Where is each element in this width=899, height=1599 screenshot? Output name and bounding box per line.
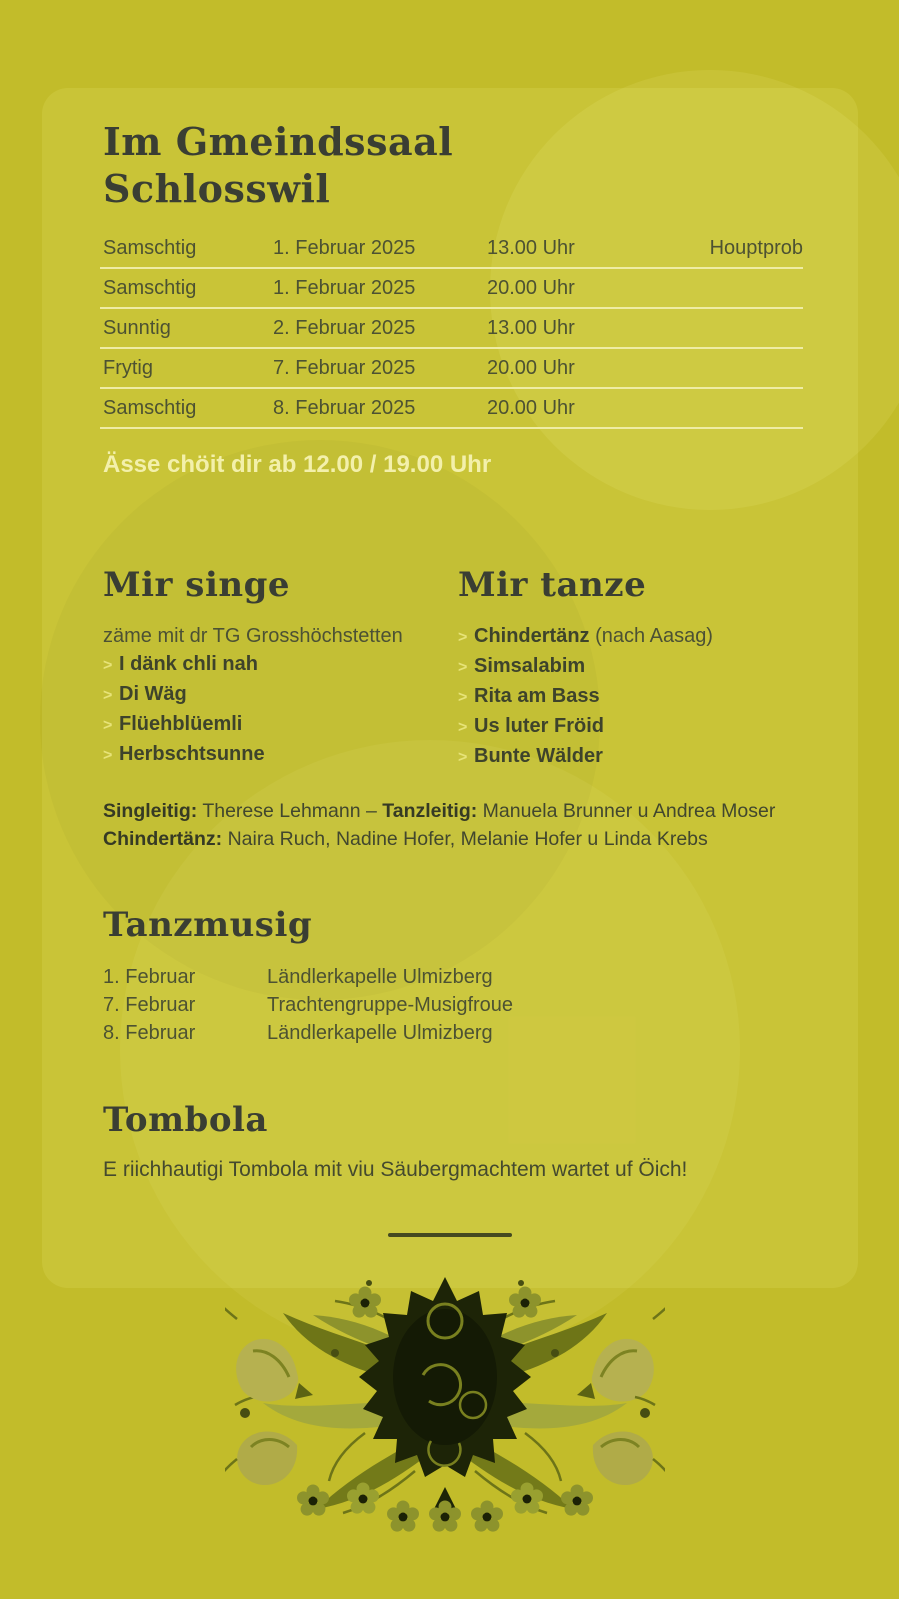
credits-line1 xyxy=(103,797,823,825)
dance-item xyxy=(458,712,818,742)
dance-music-heading: Tanzmusig xyxy=(103,905,313,945)
song-item xyxy=(103,740,443,770)
song-title: I dänk chli nah xyxy=(119,653,258,675)
dance-list xyxy=(458,622,818,772)
dance-music-rows xyxy=(103,963,703,1047)
schedule-time: 13.00 Uhr xyxy=(487,316,575,339)
dancing-heading: Mir tanze xyxy=(458,565,647,605)
dance-item xyxy=(458,742,818,772)
chevron-icon: > xyxy=(458,659,468,676)
dance-item xyxy=(458,622,818,652)
schedule-row xyxy=(100,389,803,429)
credits-text: Naira Ruch, Nadine Hofer, Melanie Hofer u Linda Krebs xyxy=(222,828,708,850)
dance-music-row xyxy=(103,963,703,991)
song-title: Herbschtsunne xyxy=(119,743,265,765)
schedule-note: Houptprob xyxy=(709,236,803,259)
dance-title-suffix: (nach Aasag) xyxy=(589,625,713,647)
schedule-date: 2. Februar 2025 xyxy=(273,316,416,339)
chevron-icon: > xyxy=(103,657,113,674)
dance-title: Simsalabim xyxy=(474,655,586,677)
schedule-time: 20.00 Uhr xyxy=(487,356,575,379)
section-singing xyxy=(103,563,443,770)
chevron-icon: > xyxy=(458,689,468,706)
schedule-date: 7. Februar 2025 xyxy=(273,356,416,379)
schedule-day: Samschtig xyxy=(103,236,197,259)
meal-note: Ässe chöit dir ab 12.00 / 19.00 Uhr xyxy=(103,451,492,478)
section-divider xyxy=(388,1233,512,1237)
song-item xyxy=(103,710,443,740)
page-title-line2: Schlosswil xyxy=(103,166,331,211)
credits-label: Singleitig: xyxy=(103,800,198,822)
dance-item xyxy=(458,652,818,682)
schedule-time: 13.00 Uhr xyxy=(487,236,575,259)
dance-music-date: 8. Februar xyxy=(103,1022,196,1044)
singing-intro: zäme mit dr TG Grosshöchstetten xyxy=(103,625,403,647)
schedule-row xyxy=(100,229,803,269)
credits-text: Manuela Brunner u Andrea Moser xyxy=(477,800,776,822)
chevron-icon: > xyxy=(458,719,468,736)
dance-music-row xyxy=(103,991,703,1019)
dance-music-band: Ländlerkapelle Ulmizberg xyxy=(267,1022,493,1044)
chevron-icon: > xyxy=(458,629,468,646)
dance-title: Chindertänz xyxy=(474,625,590,647)
schedule-date: 1. Februar 2025 xyxy=(273,236,416,259)
dance-music-row xyxy=(103,1019,703,1047)
dance-music-date: 7. Februar xyxy=(103,994,196,1016)
dance-title: Us luter Fröid xyxy=(474,715,605,737)
singing-heading: Mir singe xyxy=(103,565,290,605)
dance-music-date: 1. Februar xyxy=(103,966,196,988)
song-item xyxy=(103,680,443,710)
chevron-icon: > xyxy=(103,687,113,704)
tombola-heading: Tombola xyxy=(103,1100,268,1140)
schedule-date: 8. Februar 2025 xyxy=(273,396,416,419)
schedule-row xyxy=(100,269,803,309)
song-title: Flüehblüemli xyxy=(119,713,243,735)
schedule-date: 1. Februar 2025 xyxy=(273,276,416,299)
credits-line2 xyxy=(103,825,823,853)
schedule-row xyxy=(100,309,803,349)
credits-text: Therese Lehmann – xyxy=(197,800,383,822)
schedule-day: Samschtig xyxy=(103,276,197,299)
folk-flower-ornament xyxy=(225,1255,665,1540)
schedule-day: Samschtig xyxy=(103,396,197,419)
dance-music-band: Trachtengruppe-Musigfroue xyxy=(267,994,514,1016)
section-dance-music xyxy=(103,903,703,1047)
song-title: Di Wäg xyxy=(119,683,187,705)
dance-item xyxy=(458,682,818,712)
song-list xyxy=(103,650,443,770)
section-tombola xyxy=(103,1098,823,1184)
dance-title: Bunte Wälder xyxy=(474,745,603,767)
schedule-row xyxy=(100,349,803,389)
dance-music-band: Ländlerkapelle Ulmizberg xyxy=(267,966,493,988)
page-title-line1: Im Gmeindssaal xyxy=(103,119,454,164)
schedule-time: 20.00 Uhr xyxy=(487,396,575,419)
schedule-day: Frytig xyxy=(103,356,153,379)
leaders-credits xyxy=(103,797,823,853)
dance-title: Rita am Bass xyxy=(474,685,600,707)
page-title xyxy=(103,118,453,212)
schedule-table xyxy=(100,229,803,429)
schedule-time: 20.00 Uhr xyxy=(487,276,575,299)
section-dancing xyxy=(458,563,818,772)
schedule-day: Sunntig xyxy=(103,316,171,339)
credits-label: Tanzleitig: xyxy=(382,800,478,822)
tombola-text: E riichhautigi Tombola mit viu Säubergmachtem wartet uf Öich! xyxy=(103,1158,688,1181)
song-item xyxy=(103,650,443,680)
chevron-icon: > xyxy=(458,749,468,766)
credits-label: Chindertänz: xyxy=(103,828,223,850)
chevron-icon: > xyxy=(103,747,113,764)
chevron-icon: > xyxy=(103,717,113,734)
